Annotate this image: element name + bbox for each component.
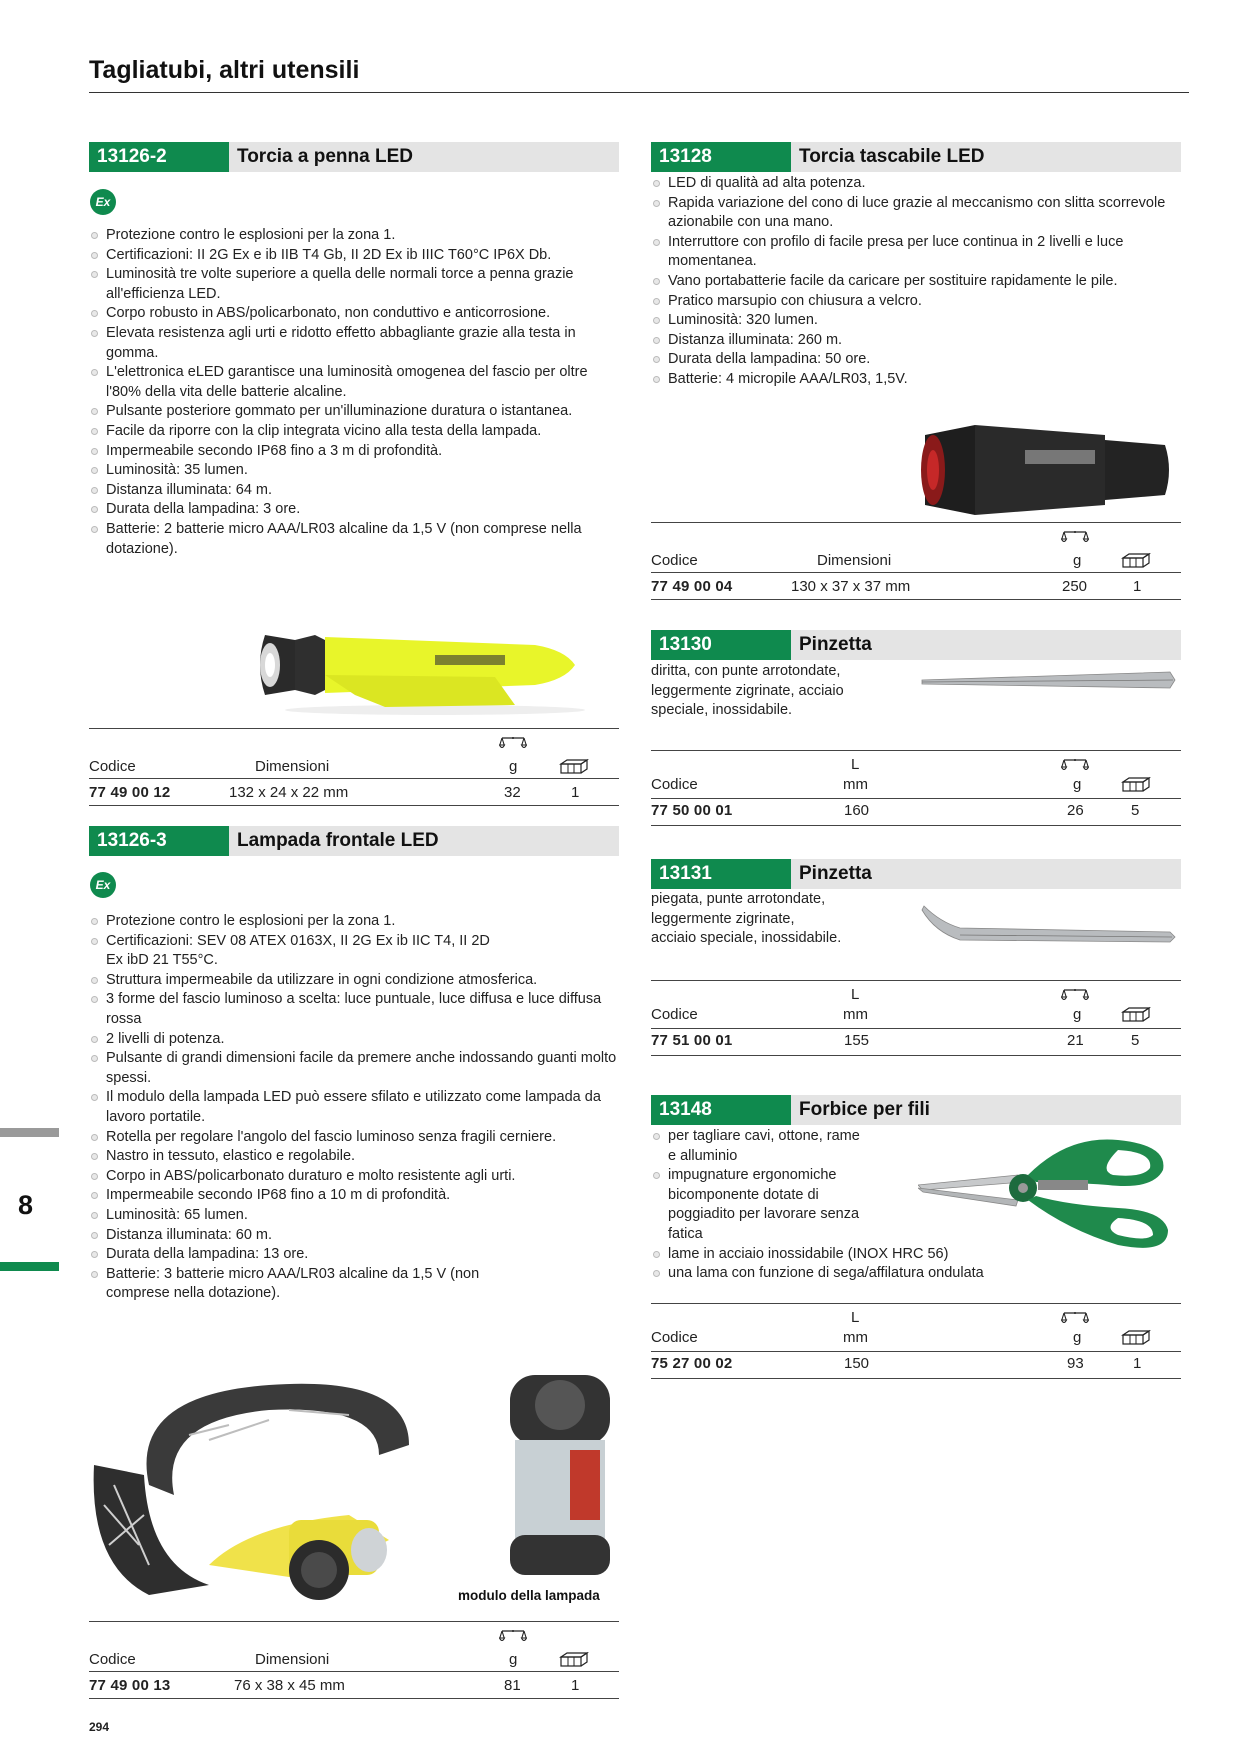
- product-description: [651, 662, 891, 721]
- list-item: Batterie: 4 micropile AAA/LR03, 1,5V.: [651, 370, 1181, 390]
- section-13148: [651, 1095, 1181, 1125]
- list-item: Batterie: 2 batterie micro AAA/LR03 alcaline da 1,5 V (non comprese nella dotazione).: [89, 520, 619, 559]
- description-line: acciaio speciale, inossidabile.: [651, 930, 842, 947]
- column-header-dimensions: Dimensioni: [255, 1651, 330, 1668]
- list-item: LED di qualità ad alta potenza.: [651, 174, 1181, 194]
- length-value: 150: [844, 1355, 870, 1372]
- pack-quantity: 1: [571, 1677, 580, 1694]
- article-code: 77 49 00 13: [89, 1677, 171, 1694]
- list-item: Nastro in tessuto, elastico e regolabile.: [89, 1147, 619, 1167]
- weight-value: 250: [1062, 578, 1088, 595]
- list-item: Elevata resistenza agli urti e ridotto effetto abbagliante grazie alla testa in gomma.: [89, 324, 619, 363]
- section-13126-3: [89, 826, 619, 856]
- package-icon: [559, 1651, 589, 1667]
- spec-table: [651, 1303, 1181, 1381]
- list-item: Impermeabile secondo IP68 fino a 10 m di profondità.: [89, 1186, 619, 1206]
- list-item: 2 livelli di potenza.: [89, 1030, 619, 1050]
- spec-table: [651, 980, 1181, 1058]
- pack-quantity: 5: [1131, 1032, 1140, 1049]
- product-name: Torcia a penna LED: [237, 146, 413, 167]
- list-item: Certificazioni: SEV 08 ATEX 0163X, II 2G Ex ib IIC T4, II 2D Ex ibD 21 T55°C.: [89, 932, 506, 971]
- image-caption: modulo della lampada: [458, 1588, 600, 1603]
- column-header-weight: g: [1073, 1329, 1082, 1346]
- list-item: Vano portabatterie facile da caricare per sostituire rapidamente le pile.: [651, 272, 1181, 292]
- description-line: piegata, punte arrotondate,: [651, 891, 826, 907]
- section-13126-2: [89, 142, 619, 172]
- weight-value: 21: [1067, 1032, 1084, 1049]
- length-value: 160: [844, 802, 870, 819]
- column-header-length: L: [851, 1309, 860, 1326]
- package-icon: [1121, 1006, 1151, 1022]
- article-code: 77 49 00 12: [89, 784, 171, 801]
- weight-value: 93: [1067, 1355, 1084, 1372]
- list-item: Interruttore con profilo di facile presa per luce continua in 2 livelli e luce momentanea.: [651, 233, 1181, 272]
- list-item: Corpo in ABS/policarbonato duraturo e molto resistente agli urti.: [89, 1167, 619, 1187]
- product-description: [651, 890, 891, 949]
- feature-list: [89, 226, 619, 559]
- list-item: Corpo robusto in ABS/policarbonato, non conduttivo e anticorrosione.: [89, 304, 619, 324]
- list-item: Distanza illuminata: 60 m.: [89, 1226, 619, 1246]
- chapter-number: 8: [18, 1190, 34, 1220]
- list-item: Luminosità: 320 lumen.: [651, 311, 1181, 331]
- feature-list: [651, 174, 1181, 390]
- pack-quantity: 1: [571, 784, 580, 801]
- product-name: Pinzetta: [799, 634, 872, 655]
- list-item: Rotella per regolare l'angolo del fascio luminoso senza fragili cerniere.: [89, 1128, 619, 1148]
- article-code: 77 49 00 04: [651, 578, 733, 595]
- list-item: Durata della lampadina: 50 ore.: [651, 350, 1181, 370]
- list-item: una lama con funzione di sega/affilatura ondulata: [651, 1264, 1181, 1284]
- list-item: Protezione contro le esplosioni per la zona 1.: [89, 912, 619, 932]
- section-13130: [651, 630, 1181, 660]
- page-number: 294: [89, 1720, 110, 1734]
- headlamp-image: [89, 1365, 489, 1615]
- product-code: 13130: [651, 630, 791, 660]
- list-item: Distanza illuminata: 64 m.: [89, 481, 619, 501]
- list-item: Luminosità: 65 lumen.: [89, 1206, 619, 1226]
- package-icon: [1121, 1329, 1151, 1345]
- column-header-code: Codice: [651, 776, 698, 793]
- list-item: Pulsante posteriore gommato per un'illuminazione duratura o istantanea.: [89, 402, 619, 422]
- column-header-weight: g: [1073, 1006, 1082, 1023]
- length-value: 155: [844, 1032, 870, 1049]
- list-item: Impermeabile secondo IP68 fino a 3 m di profondità.: [89, 442, 619, 462]
- list-item: lame in acciaio inossidabile (INOX HRC 56): [651, 1245, 1181, 1265]
- page-title: Tagliatubi, altri utensili: [89, 56, 360, 84]
- list-item: Rapida variazione del cono di luce grazie al meccanismo con slitta scorrevole azionabile con una mano.: [651, 194, 1181, 233]
- product-name: Forbice per fili: [799, 1099, 930, 1120]
- feature-list: [89, 912, 619, 1304]
- article-code: 77 50 00 01: [651, 802, 733, 819]
- scale-icon: [1061, 988, 1089, 1004]
- article-code: 75 27 00 02: [651, 1355, 733, 1372]
- list-item: Distanza illuminata: 260 m.: [651, 331, 1181, 351]
- list-item: 3 forme del fascio luminoso a scelta: luce puntuale, luce diffusa e luce diffusa rossa: [89, 990, 619, 1029]
- list-item: Batterie: 3 batterie micro AAA/LR03 alcaline da 1,5 V (non comprese nella dotazione).: [89, 1265, 536, 1304]
- column-header-code: Codice: [651, 1329, 698, 1346]
- list-item: Durata della lampadina: 3 ore.: [89, 500, 619, 520]
- list-item: impugnature ergonomiche bicomponente dotate di poggiadito per lavorare senza fatica: [651, 1166, 873, 1244]
- column-header-weight: g: [509, 758, 518, 775]
- title-divider: [89, 92, 1189, 93]
- spec-table: [651, 750, 1181, 828]
- pack-quantity: 1: [1133, 578, 1142, 595]
- scale-icon: [1061, 530, 1089, 546]
- list-item: Il modulo della lampada LED può essere sfilato e utilizzato come lampada da lavoro portatile.: [89, 1088, 619, 1127]
- column-header-weight: g: [509, 1651, 518, 1668]
- spec-table: [89, 1621, 619, 1699]
- package-icon: [559, 758, 589, 774]
- section-header: [651, 1095, 1181, 1125]
- description-line: leggermente zigrinate, acciaio: [651, 682, 844, 699]
- column-header-dimensions: Dimensioni: [255, 758, 330, 775]
- column-header-weight: g: [1073, 552, 1082, 569]
- lamp-module-image: [500, 1365, 620, 1585]
- column-header-length: L: [851, 756, 860, 773]
- section-header: [651, 142, 1181, 172]
- product-code: 13131: [651, 859, 791, 889]
- section-header: [89, 826, 619, 856]
- dimensions-value: 76 x 38 x 45 mm: [234, 1677, 345, 1694]
- package-icon: [1121, 552, 1151, 568]
- list-item: L'elettronica eLED garantisce una luminosità omogenea del fascio per oltre l'80% della vita delle batterie alcaline.: [89, 363, 619, 402]
- weight-value: 26: [1067, 802, 1084, 819]
- description-line: speciale, inossidabile.: [651, 702, 793, 719]
- wire-scissors-image: [918, 1130, 1180, 1260]
- spec-table: [89, 728, 619, 806]
- article-code: 77 51 00 01: [651, 1032, 733, 1049]
- package-icon: [1121, 776, 1151, 792]
- product-code: 13148: [651, 1095, 791, 1125]
- product-name: Pinzetta: [799, 863, 872, 884]
- column-header-length-unit: mm: [843, 1329, 868, 1346]
- list-item: Certificazioni: II 2G Ex e ib IIB T4 Gb, II 2D Ex ib IIIC T60°C IP6X Db.: [89, 246, 619, 266]
- column-header-weight: g: [1073, 776, 1082, 793]
- bent-tweezers-image: [920, 902, 1180, 947]
- list-item: per tagliare cavi, ottone, rame e alluminio: [651, 1127, 868, 1166]
- list-item: Luminosità: 35 lumen.: [89, 461, 619, 481]
- section-header: [651, 630, 1181, 660]
- chapter-tab-bar: [0, 1128, 59, 1137]
- column-header-length: L: [851, 986, 860, 1003]
- pack-quantity: 1: [1133, 1355, 1142, 1372]
- list-item: Pratico marsupio con chiusura a velcro.: [651, 292, 1181, 312]
- scale-icon: [499, 736, 527, 752]
- chapter-tab-accent: [0, 1262, 59, 1271]
- ex-certification-badge: Ex: [90, 872, 116, 898]
- section-header: [651, 859, 1181, 889]
- column-header-length-unit: mm: [843, 776, 868, 793]
- column-header-code: Codice: [89, 758, 136, 775]
- ex-certification-badge: Ex: [90, 189, 116, 215]
- pack-quantity: 5: [1131, 802, 1140, 819]
- weight-value: 81: [504, 1677, 521, 1694]
- pocket-torch-image: [915, 420, 1175, 520]
- column-header-dimensions: Dimensioni: [817, 552, 892, 569]
- dimensions-value: 132 x 24 x 22 mm: [229, 784, 349, 801]
- description-line: diritta, con punte arrotondate,: [651, 663, 841, 679]
- column-header-code: Codice: [651, 1006, 698, 1023]
- product-code: 13126-3: [89, 826, 229, 856]
- list-item: Luminosità tre volte superiore a quella delle normali torce a penna grazie all'efficienza LED.: [89, 265, 619, 304]
- scale-icon: [499, 1629, 527, 1645]
- column-header-length-unit: mm: [843, 1006, 868, 1023]
- column-header-code: Codice: [89, 1651, 136, 1668]
- list-item: Protezione contro le esplosioni per la zona 1.: [89, 226, 619, 246]
- product-name: Lampada frontale LED: [237, 830, 439, 851]
- section-13128: [651, 142, 1181, 172]
- straight-tweezers-image: [920, 668, 1180, 698]
- section-13131: [651, 859, 1181, 889]
- list-item: Facile da riporre con la clip integrata vicino alla testa della lampada.: [89, 422, 619, 442]
- weight-value: 32: [504, 784, 521, 801]
- product-code: 13128: [651, 142, 791, 172]
- section-header: [89, 142, 619, 172]
- column-header-code: Codice: [651, 552, 698, 569]
- scale-icon: [1061, 758, 1089, 774]
- list-item: Struttura impermeabile da utilizzare in ogni condizione atmosferica.: [89, 971, 619, 991]
- description-line: leggermente zigrinate,: [651, 910, 795, 927]
- list-item: Durata della lampadina: 13 ore.: [89, 1245, 619, 1265]
- scale-icon: [1061, 1311, 1089, 1327]
- product-name: Torcia tascabile LED: [799, 146, 985, 167]
- pen-torch-image: [235, 615, 635, 715]
- dimensions-value: 130 x 37 x 37 mm: [791, 578, 911, 595]
- list-item: Pulsante di grandi dimensioni facile da premere anche indossando guanti molto spessi.: [89, 1049, 619, 1088]
- spec-table: [651, 522, 1181, 600]
- product-code: 13126-2: [89, 142, 229, 172]
